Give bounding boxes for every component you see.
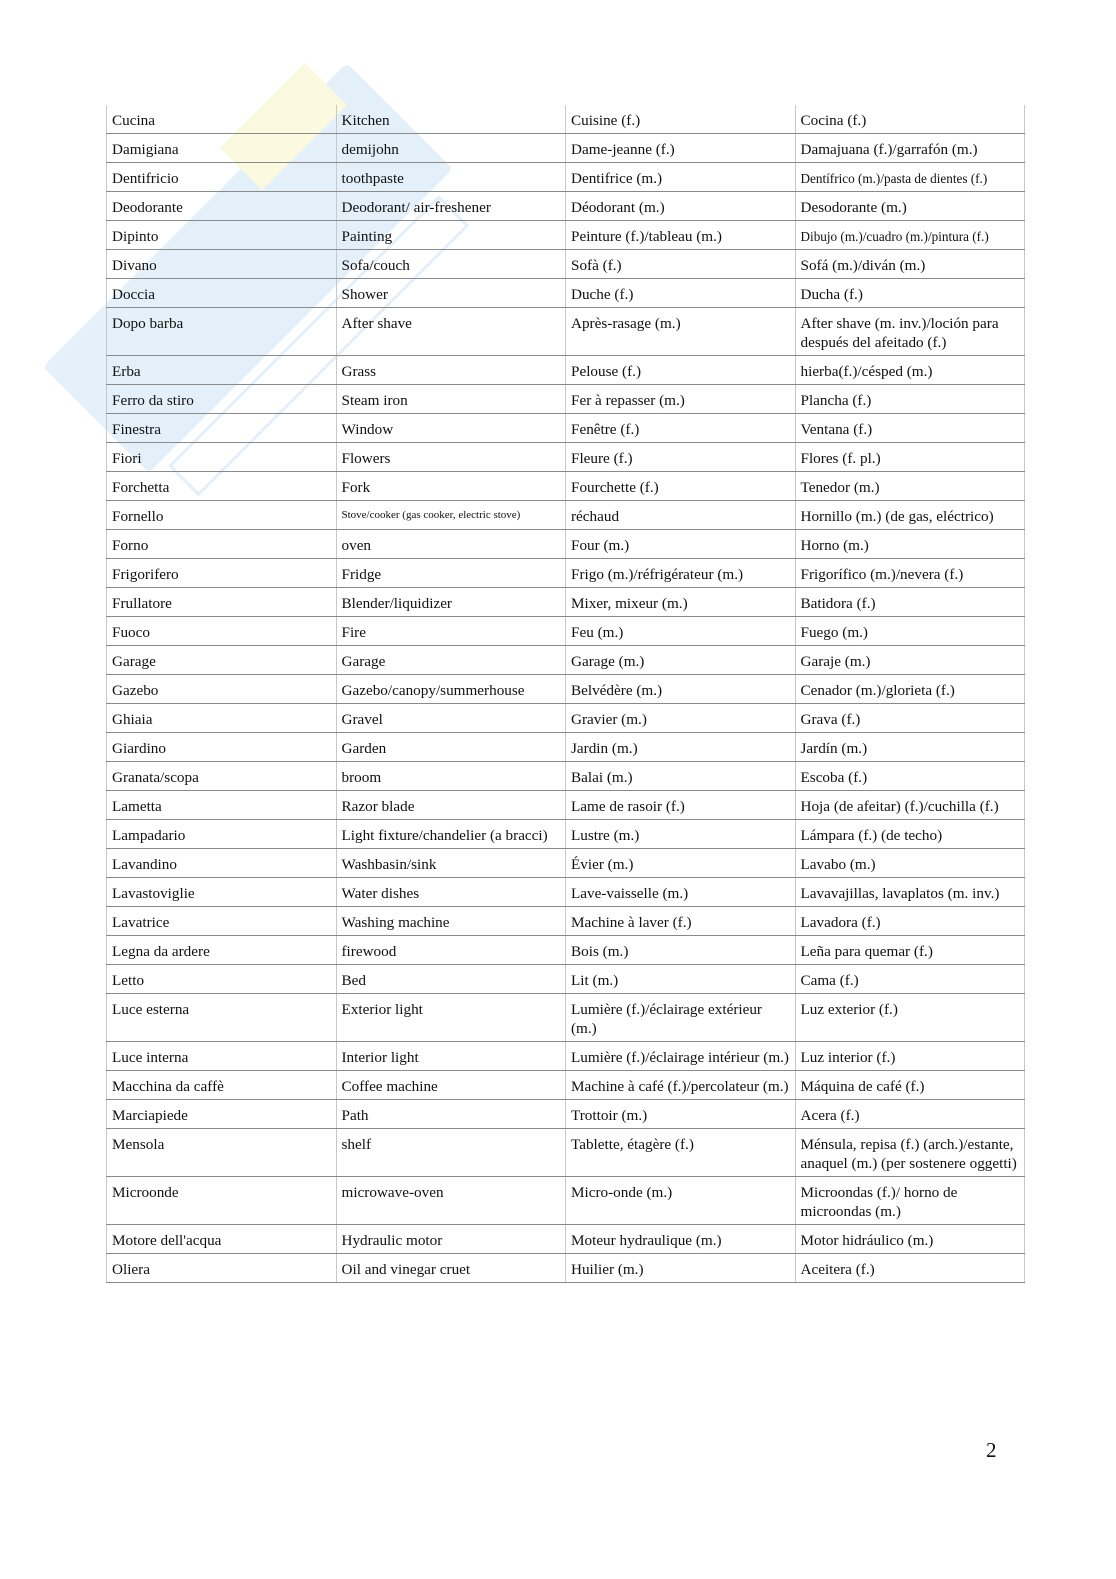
table-row (107, 820, 1025, 849)
spanish-term: Lavabo (m.) (795, 849, 1025, 878)
italian-term: Microonde (107, 1177, 337, 1225)
spanish-term: Dibujo (m.)/cuadro (m.)/pintura (f.) (795, 221, 1025, 250)
english-term: Washbasin/sink (336, 849, 566, 878)
english-term: oven (336, 530, 566, 559)
english-term: Fire (336, 617, 566, 646)
italian-term: Fornello (107, 501, 337, 530)
english-term: Blender/liquidizer (336, 588, 566, 617)
french-term: Lit (m.) (566, 965, 796, 994)
italian-term: Finestra (107, 414, 337, 443)
english-term: Exterior light (336, 994, 566, 1042)
italian-term: Lampadario (107, 820, 337, 849)
table-row (107, 1254, 1025, 1283)
spanish-term: Plancha (f.) (795, 385, 1025, 414)
italian-term: Lametta (107, 791, 337, 820)
italian-term: Forno (107, 530, 337, 559)
english-term: Window (336, 414, 566, 443)
french-term: Lumière (f.)/éclairage extérieur (m.) (566, 994, 796, 1042)
english-term: toothpaste (336, 163, 566, 192)
french-term: Micro-onde (m.) (566, 1177, 796, 1225)
french-term: Balai (m.) (566, 762, 796, 791)
italian-term: Dopo barba (107, 308, 337, 356)
spanish-term: Cocina (f.) (795, 105, 1025, 134)
english-term: Fork (336, 472, 566, 501)
italian-term: Luce interna (107, 1042, 337, 1071)
table-row (107, 559, 1025, 588)
italian-term: Luce esterna (107, 994, 337, 1042)
spanish-term: Cenador (m.)/glorieta (f.) (795, 675, 1025, 704)
italian-term: Damigiana (107, 134, 337, 163)
english-term: Stove/cooker (gas cooker, electric stove) (336, 501, 566, 530)
english-term: firewood (336, 936, 566, 965)
italian-term: Motore dell'acqua (107, 1225, 337, 1254)
english-term: Steam iron (336, 385, 566, 414)
table-row (107, 675, 1025, 704)
french-term: Après-rasage (m.) (566, 308, 796, 356)
english-term: Bed (336, 965, 566, 994)
french-term: Belvédère (m.) (566, 675, 796, 704)
english-term: Oil and vinegar cruet (336, 1254, 566, 1283)
italian-term: Divano (107, 250, 337, 279)
spanish-term: Motor hidráulico (m.) (795, 1225, 1025, 1254)
french-term: Jardin (m.) (566, 733, 796, 762)
english-term: Path (336, 1100, 566, 1129)
french-term: Fenêtre (f.) (566, 414, 796, 443)
italian-term: Doccia (107, 279, 337, 308)
english-term: Water dishes (336, 878, 566, 907)
french-term: Fourchette (f.) (566, 472, 796, 501)
english-term: Sofa/couch (336, 250, 566, 279)
french-term: Fer à repasser (m.) (566, 385, 796, 414)
french-term: Lustre (m.) (566, 820, 796, 849)
italian-term: Lavatrice (107, 907, 337, 936)
table-row (107, 617, 1025, 646)
english-term: Kitchen (336, 105, 566, 134)
table-row (107, 704, 1025, 733)
italian-term: Deodorante (107, 192, 337, 221)
table-row (107, 279, 1025, 308)
spanish-term: Garaje (m.) (795, 646, 1025, 675)
english-term: Gazebo/canopy/summerhouse (336, 675, 566, 704)
table-row (107, 192, 1025, 221)
french-term: Dame-jeanne (f.) (566, 134, 796, 163)
table-row (107, 385, 1025, 414)
table-row (107, 356, 1025, 385)
english-term: Garage (336, 646, 566, 675)
table-row (107, 308, 1025, 356)
table-row (107, 1129, 1025, 1177)
french-term: réchaud (566, 501, 796, 530)
spanish-term: Ducha (f.) (795, 279, 1025, 308)
english-term: Hydraulic motor (336, 1225, 566, 1254)
english-term: Painting (336, 221, 566, 250)
table-row (107, 965, 1025, 994)
italian-term: Dentifricio (107, 163, 337, 192)
french-term: Bois (m.) (566, 936, 796, 965)
english-term: Gravel (336, 704, 566, 733)
french-term: Frigo (m.)/réfrigérateur (m.) (566, 559, 796, 588)
table-row (107, 733, 1025, 762)
french-term: Lumière (f.)/éclairage intérieur (m.) (566, 1042, 796, 1071)
english-term: Garden (336, 733, 566, 762)
english-term: Coffee machine (336, 1071, 566, 1100)
italian-term: Fuoco (107, 617, 337, 646)
french-term: Trottoir (m.) (566, 1100, 796, 1129)
english-term: Washing machine (336, 907, 566, 936)
italian-term: Cucina (107, 105, 337, 134)
italian-term: Macchina da caffè (107, 1071, 337, 1100)
italian-term: Letto (107, 965, 337, 994)
spanish-term: Ménsula, repisa (f.) (arch.)/estante, anaquel (m.) (per sostenere oggetti) (795, 1129, 1025, 1177)
table-row (107, 250, 1025, 279)
english-term: Grass (336, 356, 566, 385)
table-row (107, 105, 1025, 134)
english-term: Light fixture/chandelier (a bracci) (336, 820, 566, 849)
spanish-term: Lámpara (f.) (de techo) (795, 820, 1025, 849)
table-row (107, 791, 1025, 820)
french-term: Lame de rasoir (f.) (566, 791, 796, 820)
table-row (107, 1042, 1025, 1071)
table-row (107, 1100, 1025, 1129)
french-term: Garage (m.) (566, 646, 796, 675)
italian-term: Frullatore (107, 588, 337, 617)
italian-term: Dipinto (107, 221, 337, 250)
table-row (107, 878, 1025, 907)
french-term: Machine à laver (f.) (566, 907, 796, 936)
french-term: Moteur hydraulique (m.) (566, 1225, 796, 1254)
italian-term: Ghiaia (107, 704, 337, 733)
spanish-term: Tenedor (m.) (795, 472, 1025, 501)
french-term: Déodorant (m.) (566, 192, 796, 221)
spanish-term: Grava (f.) (795, 704, 1025, 733)
vocabulary-table (106, 105, 1025, 1283)
table-row (107, 134, 1025, 163)
table-row (107, 849, 1025, 878)
table-row (107, 994, 1025, 1042)
spanish-term: Escoba (f.) (795, 762, 1025, 791)
spanish-term: Hoja (de afeitar) (f.)/cuchilla (f.) (795, 791, 1025, 820)
spanish-term: Lavadora (f.) (795, 907, 1025, 936)
spanish-term: Damajuana (f.)/garrafón (m.) (795, 134, 1025, 163)
table-row (107, 472, 1025, 501)
french-term: Fleure (f.) (566, 443, 796, 472)
spanish-term: Lavavajillas, lavaplatos (m. inv.) (795, 878, 1025, 907)
spanish-term: hierba(f.)/césped (m.) (795, 356, 1025, 385)
italian-term: Gazebo (107, 675, 337, 704)
spanish-term: Máquina de café (f.) (795, 1071, 1025, 1100)
page-number: 2 (986, 1438, 997, 1462)
italian-term: Erba (107, 356, 337, 385)
spanish-term: Luz exterior (f.) (795, 994, 1025, 1042)
english-term: After shave (336, 308, 566, 356)
table-row (107, 936, 1025, 965)
spanish-term: Leña para quemar (f.) (795, 936, 1025, 965)
french-term: Mixer, mixeur (m.) (566, 588, 796, 617)
table-row (107, 1071, 1025, 1100)
french-term: Gravier (m.) (566, 704, 796, 733)
spanish-term: Ventana (f.) (795, 414, 1025, 443)
spanish-term: Horno (m.) (795, 530, 1025, 559)
italian-term: Giardino (107, 733, 337, 762)
table-row (107, 646, 1025, 675)
spanish-term: Microondas (f.)/ horno de microondas (m.) (795, 1177, 1025, 1225)
vocabulary-table-body (107, 105, 1025, 1283)
spanish-term: Frigorífico (m.)/nevera (f.) (795, 559, 1025, 588)
spanish-term: After shave (m. inv.)/loción para después del afeitado (f.) (795, 308, 1025, 356)
table-row (107, 588, 1025, 617)
french-term: Évier (m.) (566, 849, 796, 878)
french-term: Cuisine (f.) (566, 105, 796, 134)
spanish-term: Jardín (m.) (795, 733, 1025, 762)
english-term: demijohn (336, 134, 566, 163)
french-term: Dentifrice (m.) (566, 163, 796, 192)
table-row (107, 530, 1025, 559)
italian-term: Marciapiede (107, 1100, 337, 1129)
table-row (107, 1177, 1025, 1225)
french-term: Pelouse (f.) (566, 356, 796, 385)
italian-term: Forchetta (107, 472, 337, 501)
italian-term: Lavastoviglie (107, 878, 337, 907)
italian-term: Fiori (107, 443, 337, 472)
italian-term: Ferro da stiro (107, 385, 337, 414)
table-row (107, 414, 1025, 443)
french-term: Duche (f.) (566, 279, 796, 308)
spanish-term: Flores (f. pl.) (795, 443, 1025, 472)
table-row (107, 501, 1025, 530)
table-row (107, 1225, 1025, 1254)
french-term: Four (m.) (566, 530, 796, 559)
spanish-term: Acera (f.) (795, 1100, 1025, 1129)
italian-term: Garage (107, 646, 337, 675)
italian-term: Frigorifero (107, 559, 337, 588)
italian-term: Granata/scopa (107, 762, 337, 791)
spanish-term: Luz interior (f.) (795, 1042, 1025, 1071)
english-term: Flowers (336, 443, 566, 472)
french-term: Huilier (m.) (566, 1254, 796, 1283)
table-row (107, 443, 1025, 472)
english-term: broom (336, 762, 566, 791)
table-row (107, 762, 1025, 791)
french-term: Peinture (f.)/tableau (m.) (566, 221, 796, 250)
italian-term: Mensola (107, 1129, 337, 1177)
spanish-term: Dentífrico (m.)/pasta de dientes (f.) (795, 163, 1025, 192)
french-term: Machine à café (f.)/percolateur (m.) (566, 1071, 796, 1100)
spanish-term: Fuego (m.) (795, 617, 1025, 646)
english-term: Razor blade (336, 791, 566, 820)
french-term: Feu (m.) (566, 617, 796, 646)
french-term: Lave-vaisselle (m.) (566, 878, 796, 907)
spanish-term: Desodorante (m.) (795, 192, 1025, 221)
table-row (107, 221, 1025, 250)
french-term: Tablette, étagère (f.) (566, 1129, 796, 1177)
spanish-term: Aceitera (f.) (795, 1254, 1025, 1283)
spanish-term: Cama (f.) (795, 965, 1025, 994)
italian-term: Oliera (107, 1254, 337, 1283)
french-term: Sofà (f.) (566, 250, 796, 279)
english-term: Deodorant/ air-freshener (336, 192, 566, 221)
english-term: Fridge (336, 559, 566, 588)
english-term: microwave-oven (336, 1177, 566, 1225)
english-term: shelf (336, 1129, 566, 1177)
english-term: Interior light (336, 1042, 566, 1071)
spanish-term: Batidora (f.) (795, 588, 1025, 617)
spanish-term: Hornillo (m.) (de gas, eléctrico) (795, 501, 1025, 530)
table-row (107, 907, 1025, 936)
spanish-term: Sofá (m.)/diván (m.) (795, 250, 1025, 279)
english-term: Shower (336, 279, 566, 308)
table-row (107, 163, 1025, 192)
italian-term: Lavandino (107, 849, 337, 878)
italian-term: Legna da ardere (107, 936, 337, 965)
